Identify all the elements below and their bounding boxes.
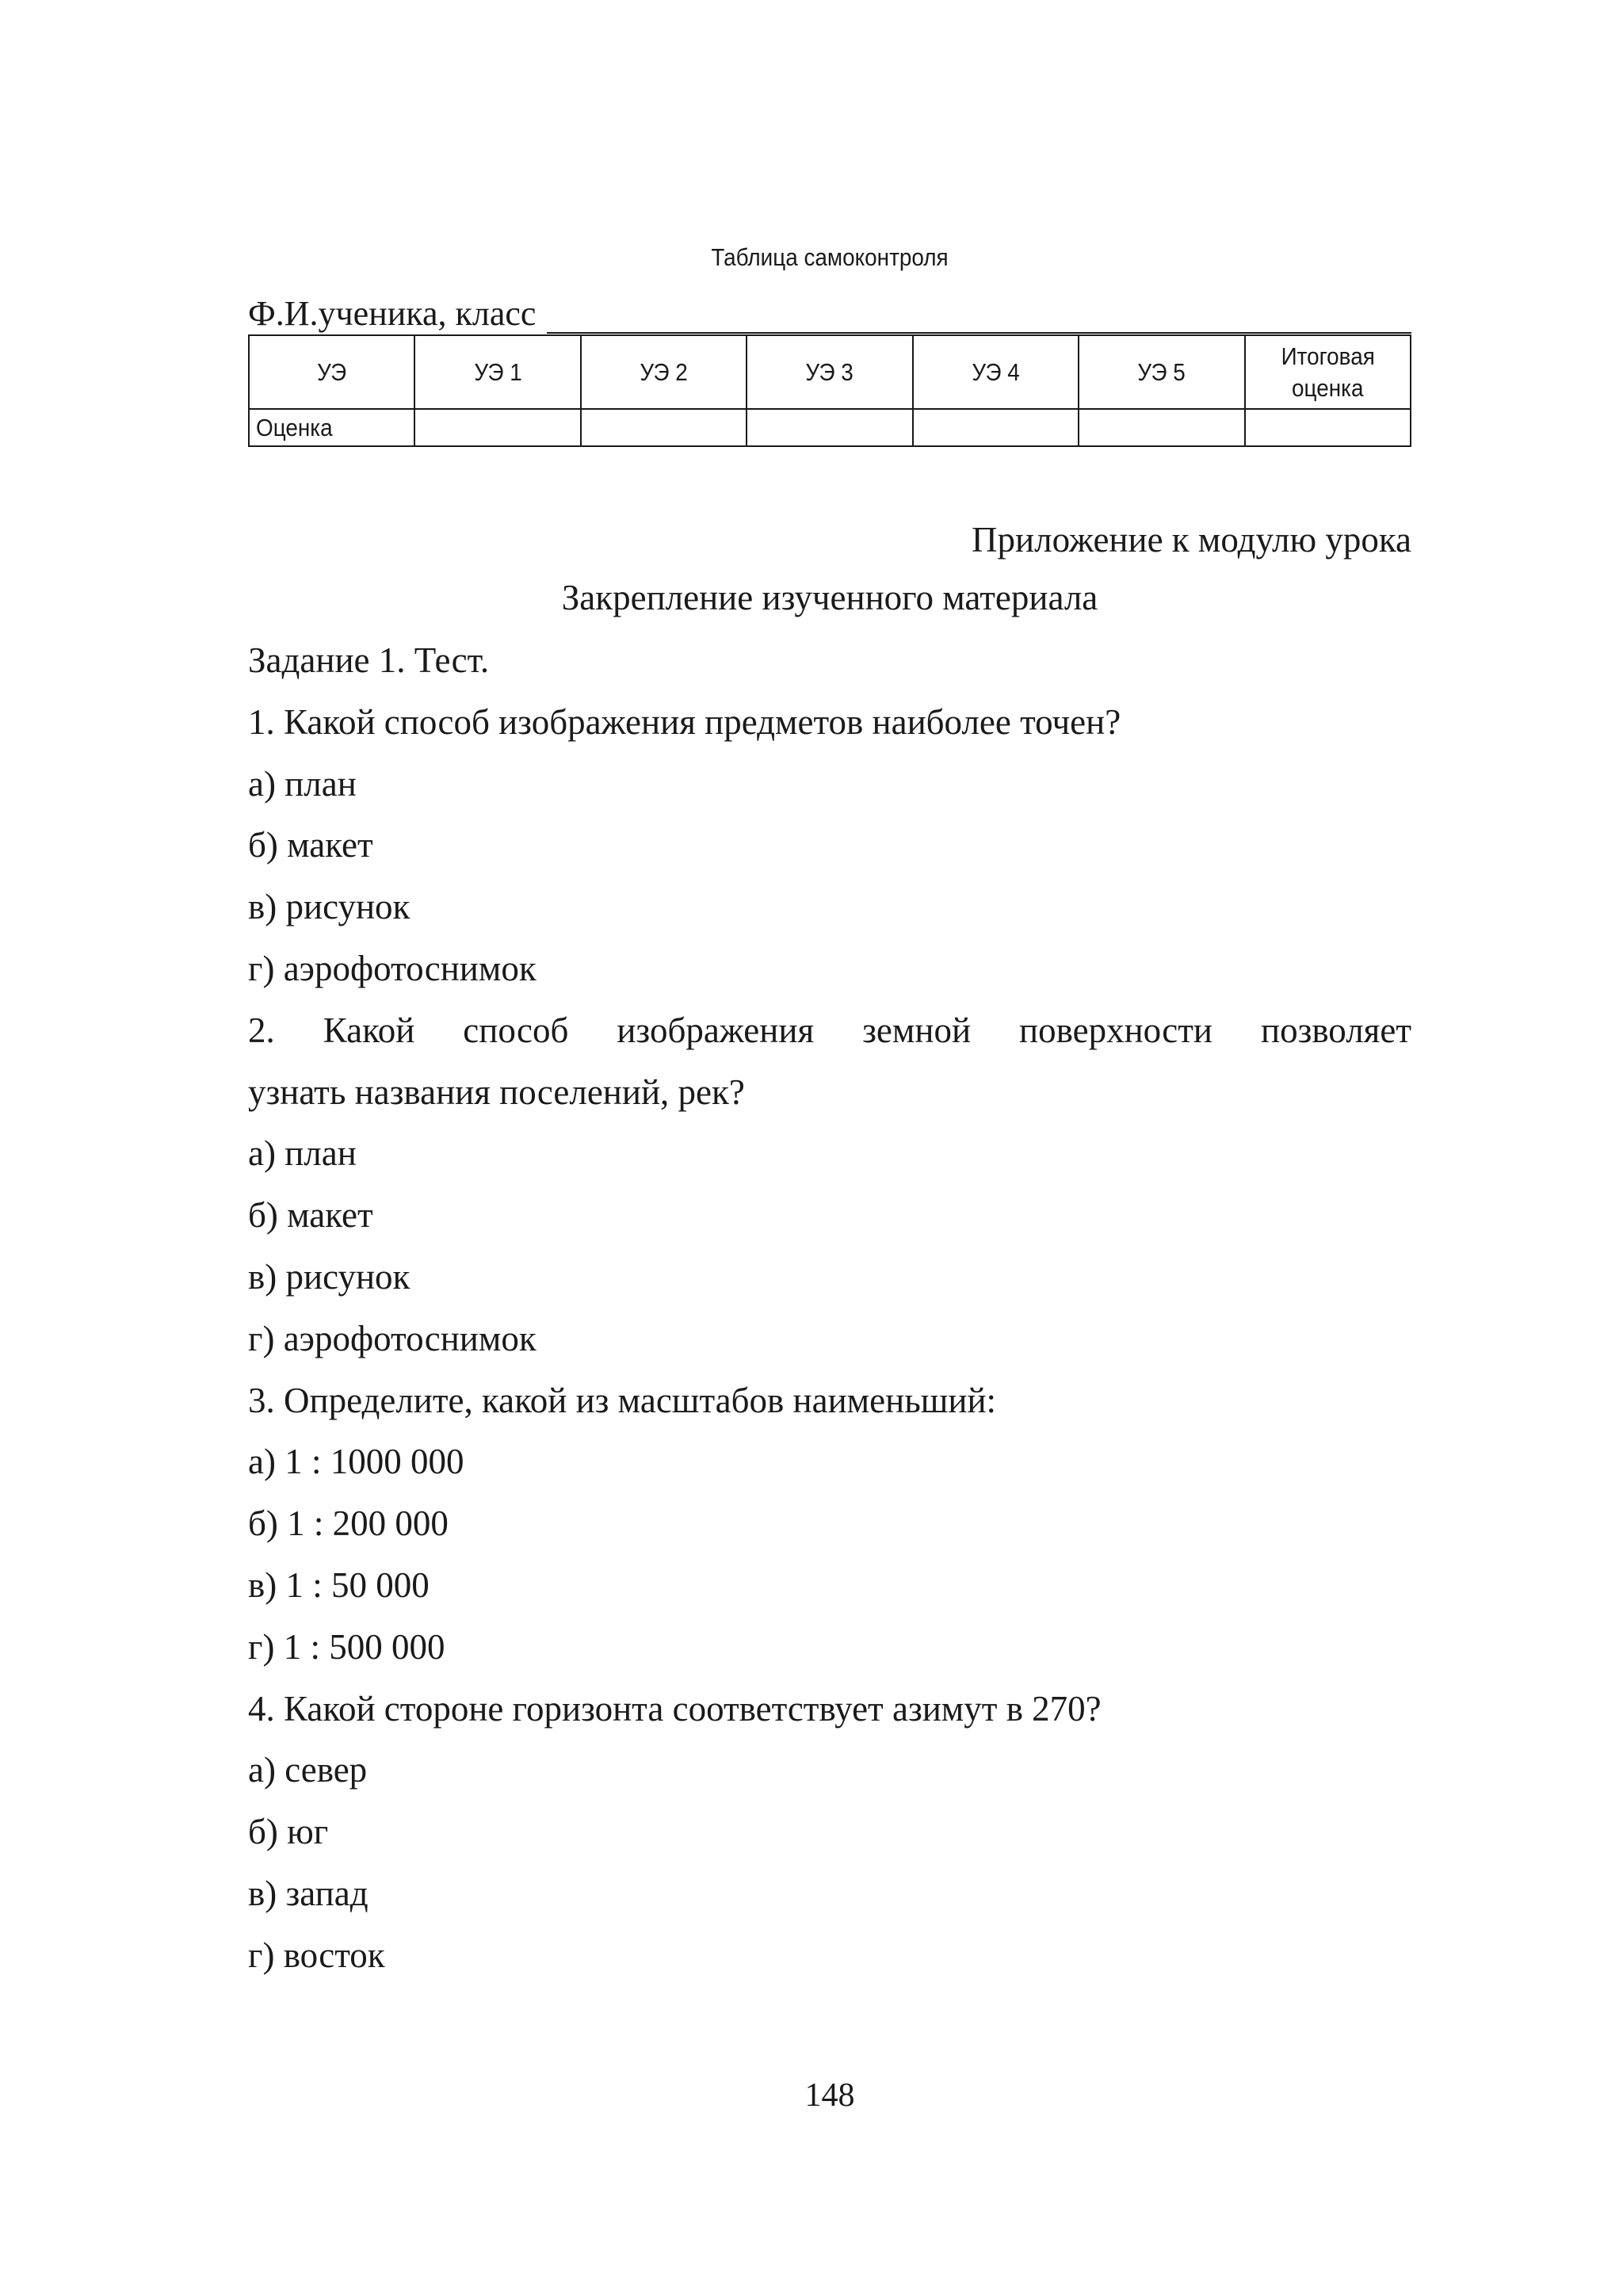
grade-cell-ue5 (1079, 409, 1244, 446)
question-1-option-a: а) план (248, 763, 357, 804)
question-3-option-a: а) 1 : 1000 000 (248, 1442, 464, 1482)
question-2-line-1: 2. Какой способ изображения земной поверхности позволяет (248, 1010, 1411, 1050)
question-2-option-b: б) макет (248, 1195, 373, 1236)
test-content (248, 630, 1411, 1987)
appendix-label: Приложение к модулю урока (972, 520, 1411, 560)
question-2-line-2: узнать названия поселений, рек? (248, 1072, 745, 1112)
self-control-table (248, 334, 1411, 447)
student-name-line (248, 293, 1411, 334)
header-cell-ue5: УЭ 5 (1079, 335, 1244, 409)
question-3: 3. Определите, какой из масштабов наименьший: (248, 1380, 997, 1420)
header-cell-ue1: УЭ 1 (414, 335, 580, 409)
grade-cell-ue1 (414, 409, 580, 446)
question-2-option-d: г) аэрофотоснимок (248, 1318, 537, 1358)
document-page (248, 0, 1411, 2296)
question-1-option-d: г) аэрофотоснимок (248, 948, 537, 988)
grade-row-label: Оценка (249, 409, 414, 446)
question-4: 4. Какой стороне горизонта соответствует азимут в 270? (248, 1688, 1102, 1729)
table-header-row (249, 335, 1411, 409)
question-2-option-a: а) план (248, 1133, 357, 1174)
student-label: Ф.И.ученика, класс (248, 294, 537, 333)
grade-row (249, 409, 1411, 446)
task-title: Задание 1. Тест. (248, 640, 490, 680)
header-cell-ue2: УЭ 2 (581, 335, 747, 409)
grade-cell-ue3 (747, 409, 912, 446)
question-1: 1. Какой способ изображения предметов наиболее точен? (248, 701, 1121, 742)
question-1-option-c: в) рисунок (248, 887, 411, 927)
grade-cell-final (1245, 409, 1411, 446)
page-number: 148 (804, 2077, 855, 2114)
question-4-option-c: в) запад (248, 1873, 369, 1913)
header-cell-ue3: УЭ 3 (747, 335, 912, 409)
grade-cell-ue4 (913, 409, 1079, 446)
header-cell-final-grade: Итоговая оценка (1245, 335, 1411, 409)
question-3-option-d: г) 1 : 500 000 (248, 1626, 445, 1667)
question-2-option-c: в) рисунок (248, 1256, 411, 1297)
question-1-option-b: б) макет (248, 825, 373, 865)
section-title: Закрепление изученного материала (561, 578, 1098, 617)
student-name-blank (547, 299, 1411, 334)
question-4-option-a: а) север (248, 1750, 368, 1790)
question-4-option-d: г) восток (248, 1935, 385, 1975)
grade-cell-ue2 (581, 409, 747, 446)
header-cell-ue: УЭ (249, 335, 414, 409)
question-3-option-b: б) 1 : 200 000 (248, 1503, 449, 1544)
question-3-option-c: в) 1 : 50 000 (248, 1564, 430, 1605)
table-caption: Таблица самоконтроля (711, 243, 949, 271)
question-4-option-b: б) юг (248, 1812, 329, 1852)
header-cell-ue4: УЭ 4 (913, 335, 1079, 409)
